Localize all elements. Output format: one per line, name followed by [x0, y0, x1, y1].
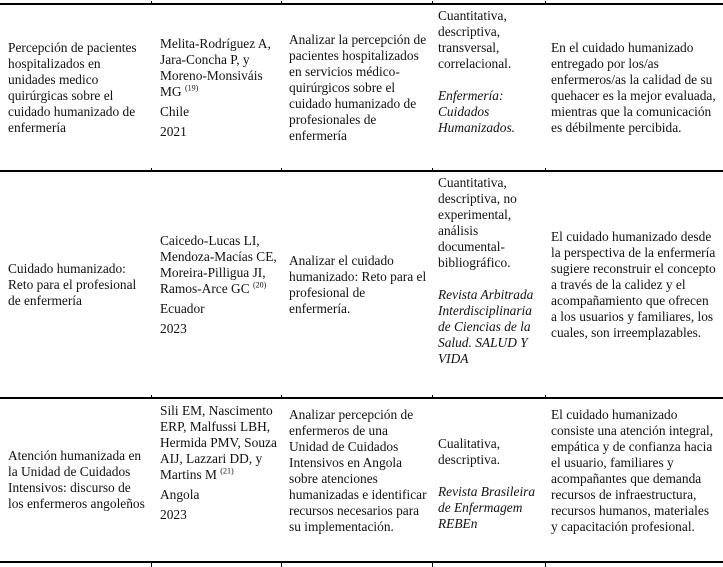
title-text: Percepción de pacientes hospitalizados en unidades medico quirúrgicas sobre el cuidado humanizado de enfermería [8, 39, 137, 135]
cell-title [8, 399, 148, 561]
design-text: Cuantitativa, descriptiva, no experimental, análisis documental-bibliográfico. [438, 175, 517, 270]
authors-names: Melita-Rodríguez A, Jara-Concha P, y Moreno-Monsiváis MG [160, 35, 271, 99]
journal-text: Revista Arbitrada Interdisciplinaria de Ciencias de la Salud. SALUD Y VIDA [438, 287, 534, 366]
title-text: Atención humanizada en la Unidad de Cuidados Intensivos: discurso de los enfermeros angoleños [8, 448, 145, 511]
column-tick [545, 168, 546, 172]
result-text: El cuidado humanizado consiste una atención integral, empática y de confianza hacia el usuario, familiares y acompañantes que demanda recursos de infraestructura, recursos humanos, materiales y capacitación profesional. [551, 407, 714, 534]
objective-text: Analizar la percepción de pacientes hospitalizados en servicios médico-quirúrgicos sobre el cuidado humanizado de profesionales de enfermería [289, 31, 427, 143]
column-tick [432, 563, 433, 567]
column-tick [151, 395, 152, 399]
cell-title [8, 172, 148, 397]
cell-title [8, 5, 148, 170]
authors-text [160, 403, 278, 483]
design-text: Cualitativa, descriptiva. [438, 436, 501, 467]
authors-names: Caicedo-Lucas LI, Mendoza-Macías CE, Moreira-Pilligua JI, Ramos-Arce GC [160, 232, 277, 296]
column-tick [545, 395, 546, 399]
cell-objective [289, 5, 429, 170]
journal-text: Enfermería: Cuidados Humanizados. [438, 88, 516, 135]
journal-text: Revista Brasileira de Enfermagem REBEn [438, 484, 536, 531]
column-tick [432, 1, 433, 5]
cell-design [438, 8, 546, 136]
column-tick [281, 1, 282, 5]
column-tick [151, 168, 152, 172]
cell-result [551, 5, 717, 170]
reference-number: (19) [184, 83, 199, 93]
reference-number: (21) [220, 466, 234, 476]
column-tick [151, 1, 152, 5]
design-text: Cuantitativa, descriptiva, transversal, correlacional. [438, 8, 512, 71]
cell-result [551, 172, 717, 397]
year-text: 2023 [160, 320, 187, 336]
country-text: Angola [160, 487, 200, 502]
title-text: Cuidado humanizado: Reto para el profesional de enfermería [8, 260, 137, 308]
cell-authors [160, 172, 278, 397]
column-tick [281, 563, 282, 567]
column-tick [545, 1, 546, 5]
objective-text: Analizar el cuidado humanizado: Reto para el profesional de enfermería. [289, 252, 427, 316]
country-text: Chile [160, 103, 190, 119]
cell-objective [289, 172, 429, 397]
cell-design [438, 175, 546, 367]
authors-text [160, 233, 278, 297]
reference-number: (20) [252, 280, 267, 290]
authors-names: Sili EM, Nascimento ERP, Malfussi LBH, Hermida PMV, Souza AIJ, Lazzari DD, y Martins M [160, 403, 277, 482]
column-tick [151, 563, 152, 567]
year-text: 2021 [160, 123, 187, 139]
cell-result [551, 407, 717, 535]
cell-authors [160, 403, 278, 523]
objective-text: Analizar percepción de enfermeros de una Unidad de Cuidados Intensivos en Angola sobre atenciones humanizadas e identificar recursos necesarios para su implementación. [289, 407, 427, 534]
column-tick [432, 395, 433, 399]
column-tick [281, 168, 282, 172]
column-tick [432, 168, 433, 172]
column-tick [545, 563, 546, 567]
cell-design [438, 436, 546, 532]
result-text: El cuidado humanizado desde la perspectiva de la enfermería sugiere reconstruir el concepto a través de la calidez y el acompañamiento que ofrecen a los usuarios y familiares, los cuales, son irreemplazables. [551, 228, 716, 340]
column-tick [281, 395, 282, 399]
table-rule-bottom [0, 561, 723, 563]
cell-authors [160, 5, 278, 170]
authors-text [160, 36, 278, 100]
country-text: Ecuador [160, 300, 205, 316]
year-text: 2023 [160, 507, 187, 522]
cell-objective [289, 407, 429, 535]
result-text: En el cuidado humanizado entregado por los/as enfermeros/as la calidad de su quehacer es la mejor evaluada, mientras que la comunicación es débilmente percibida. [551, 39, 716, 135]
